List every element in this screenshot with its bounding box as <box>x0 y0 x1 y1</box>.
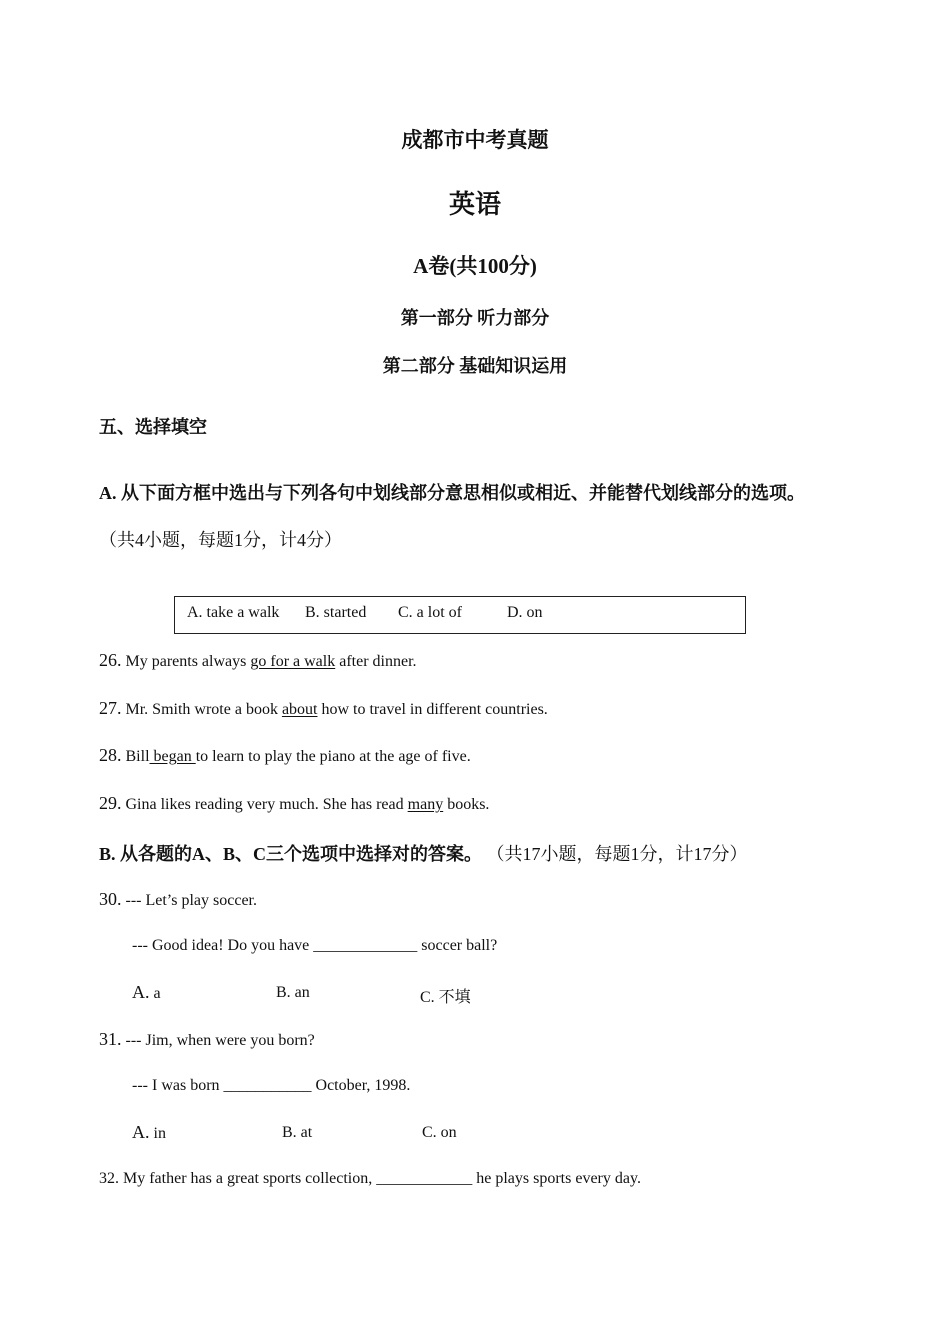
question-30-option-c: C. 不填 <box>420 989 471 1006</box>
question-30 <box>99 889 257 910</box>
underlined-phrase: began <box>149 748 196 765</box>
question-text: My parents always <box>125 653 251 670</box>
question-31 <box>99 1029 315 1050</box>
option-text: a <box>153 985 161 1002</box>
question-28 <box>99 745 471 766</box>
option-letter: A. <box>132 982 150 1002</box>
question-31-option-a <box>132 1122 166 1143</box>
question-29 <box>99 793 489 814</box>
box-option-a: A. take a walk <box>187 604 280 621</box>
question-text: Bill <box>125 748 150 765</box>
question-31-option-c: C. on <box>422 1124 457 1141</box>
subject-title: 英语 <box>448 190 501 219</box>
partA-text: 从下面方框中选出与下列各句中划线部分意思相似或相近、并能替代划线部分的选项。 <box>121 483 805 503</box>
question-31-option-b: B. at <box>282 1124 313 1141</box>
question-text: Mr. Smith wrote a book <box>125 701 282 718</box>
box-option-c: C. a lot of <box>398 604 462 621</box>
partA-note: （共4小题，每题1分，计4分） <box>99 530 342 550</box>
partB-label: B. <box>99 844 116 864</box>
question-text: to learn to play the piano at the age of five. <box>195 748 471 765</box>
volume-title: A卷(共100分) <box>413 254 537 278</box>
box-option-b: B. started <box>305 604 367 621</box>
question-number: 28. <box>99 745 122 765</box>
partB-text: 从各题的A、B、C三个选项中选择对的答案。 <box>120 844 483 864</box>
question-text: --- Jim, when were you born? <box>125 1032 315 1049</box>
page-title: 成都市中考真题 <box>401 128 549 152</box>
partB-note: （共17小题，每题1分，计17分） <box>486 844 748 864</box>
question-text: books. <box>443 796 490 813</box>
options-box <box>174 596 746 634</box>
question-number: 26. <box>99 650 122 670</box>
question-number: 30. <box>99 889 122 909</box>
question-30-option-b: B. an <box>276 984 310 1001</box>
question-30-option-a <box>132 982 161 1003</box>
question-31-line2: --- I was born ___________ October, 1998. <box>132 1077 411 1094</box>
partB-instruction <box>99 840 748 866</box>
underlined-phrase: many <box>407 796 444 813</box>
partA-instruction <box>99 479 805 505</box>
option-text: in <box>153 1125 166 1142</box>
question-32: 32. My father has a great sports collection, ____________ he plays sports every day. <box>99 1170 641 1187</box>
question-26 <box>99 650 417 671</box>
question-number: 31. <box>99 1029 122 1049</box>
question-number: 29. <box>99 793 122 813</box>
underlined-phrase: go for a walk <box>250 653 336 670</box>
question-number: 27. <box>99 698 122 718</box>
part2-title: 第二部分 基础知识运用 <box>382 356 568 376</box>
question-text: --- Let’s play soccer. <box>125 892 257 909</box>
section-heading: 五、选择填空 <box>99 417 207 437</box>
option-letter: A. <box>132 1122 150 1142</box>
underlined-phrase: about <box>281 701 318 718</box>
question-27 <box>99 698 548 719</box>
question-text: Gina likes reading very much. She has read <box>125 796 408 813</box>
question-text: after dinner. <box>335 653 417 670</box>
partA-label: A. <box>99 483 117 503</box>
box-option-d: D. on <box>507 604 543 621</box>
part1-title: 第一部分 听力部分 <box>400 308 550 328</box>
question-text: how to travel in different countries. <box>317 701 548 718</box>
question-30-line2: --- Good idea! Do you have _____________ soccer ball? <box>132 937 498 954</box>
